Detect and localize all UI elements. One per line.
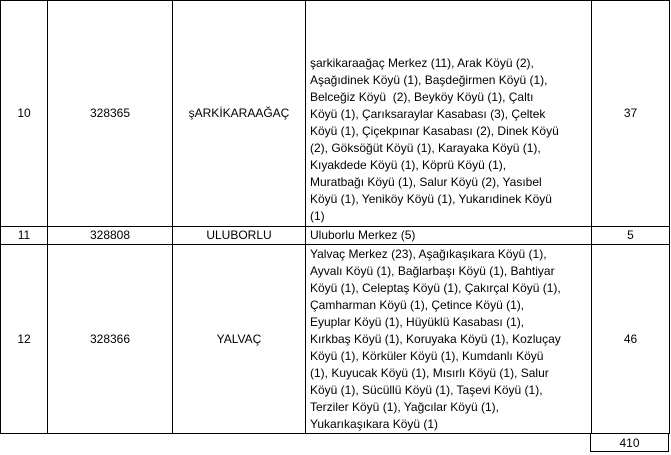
location-line: Ayvalı Köyü (1), Bağlarbaşı Köyü (1), Bahtiyar bbox=[310, 264, 555, 278]
location-line: Aşağıdinek Köyü (1), Başdeğirmen Köyü (1), bbox=[310, 73, 548, 87]
table-row bbox=[1, 227, 670, 245]
location-line: Köyü (1), Çarıksaraylar Kasabası (3), Çeltek bbox=[310, 107, 546, 121]
location-line: Köyü (1), Yeniköy Köyü (1), Yukarıdinek Köyü bbox=[310, 192, 552, 206]
location-line: Çamharman Köyü (1), Çetince Köyü (1), bbox=[310, 298, 525, 312]
location-line: Kıyakdede Köyü (1), Köprü Köyü (1), bbox=[310, 158, 507, 172]
district-name-cell: şARKİKARAAĞAÇ bbox=[173, 1, 306, 227]
locations-cell bbox=[306, 1, 592, 227]
row-number-cell: 12 bbox=[1, 245, 48, 434]
table-row bbox=[1, 1, 670, 227]
location-line: Kırkbaş Köyü (1), Koruyaka Köyü (1), Kozluçay bbox=[310, 332, 561, 346]
location-line: Belceğiz Köyü (2), Beyköy Köyü (1), Çaltı bbox=[310, 90, 534, 104]
locations-cell bbox=[306, 245, 592, 434]
location-line: şarkikaraağaç Merkez (11), Arak Köyü (2), bbox=[310, 56, 534, 70]
location-line: Terziler Köyü (1), Yağcılar Köyü (1), bbox=[310, 400, 499, 414]
count-cell: 46 bbox=[592, 245, 670, 434]
code-cell: 328808 bbox=[48, 227, 173, 245]
location-line: Yalvaç Merkez (23), Aşağıkaşıkara Köyü (1), bbox=[310, 247, 547, 261]
location-line: Köyü (1), Çiçekpınar Kasabası (2), Dinek Köyü bbox=[310, 124, 559, 138]
location-line: (1), Kuyucak Köyü (1), Mısırlı Köyü (1), Salur bbox=[310, 366, 549, 380]
location-line: Muratbağı Köyü (1), Salur Köyü (2), Yasıbel bbox=[310, 175, 542, 189]
code-cell: 328365 bbox=[48, 1, 173, 227]
location-line: (2), Göksöğüt Köyü (1), Karayaka Köyü (1), bbox=[310, 141, 541, 155]
table-row bbox=[1, 245, 670, 434]
count-cell: 37 bbox=[592, 1, 670, 227]
location-line: Köyü (1), Celeptaş Köyü (1), Çakırçal Köyü (1), bbox=[310, 281, 561, 295]
district-name-cell: YALVAÇ bbox=[173, 245, 306, 434]
locations-cell bbox=[306, 227, 592, 245]
count-cell: 5 bbox=[592, 227, 670, 245]
location-line: Yukarıkaşıkara Köyü (1) bbox=[310, 417, 439, 431]
row-number-cell: 11 bbox=[1, 227, 48, 245]
district-name-cell: ULUBORLU bbox=[173, 227, 306, 245]
location-line: Uluborlu Merkez (5) bbox=[310, 228, 416, 242]
row-number-cell: 10 bbox=[1, 1, 48, 227]
location-line: Köyü (1), Körküler Köyü (1), Kumdanlı Köyü bbox=[310, 349, 544, 363]
location-line: Köyü (1), Sücüllü Köyü (1), Taşevi Köyü (1), bbox=[310, 383, 543, 397]
location-line: Eyuplar Köyü (1), Hüyüklü Kasabası (1), bbox=[310, 315, 525, 329]
code-cell: 328366 bbox=[48, 245, 173, 434]
location-line: (1) bbox=[310, 209, 325, 223]
total-cell: 410 bbox=[590, 434, 669, 452]
